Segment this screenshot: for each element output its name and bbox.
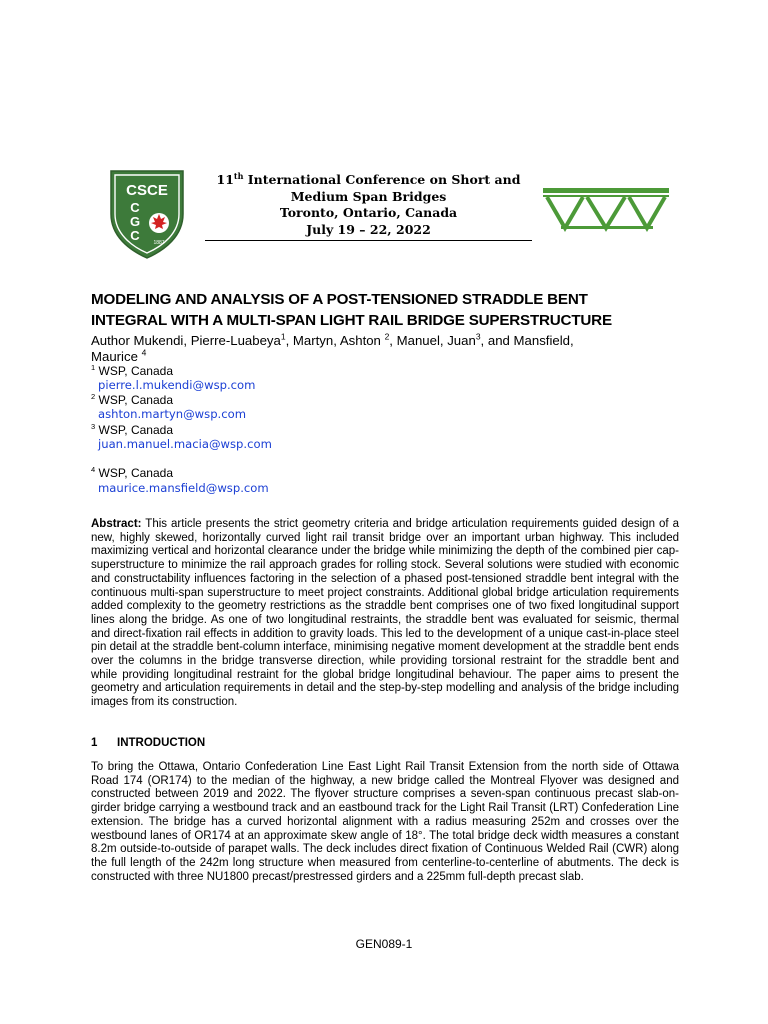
title-line-1: MODELING AND ANALYSIS OF A POST-TENSIONED STRADDLE BENT <box>91 291 588 308</box>
logo-year: 1887 <box>153 240 165 246</box>
affiliation-3: $^3$ WSP, Canada <box>91 422 173 437</box>
conference-dates: July 19 – 22, 2022 <box>306 221 431 237</box>
affiliation-2: $^2$ WSP, Canada <box>91 392 173 407</box>
section-heading-introduction: 1 INTRODUCTION <box>91 737 206 749</box>
paper-title <box>91 289 691 331</box>
csce-logo <box>107 168 187 260</box>
conference-header <box>205 172 532 238</box>
email-link-4[interactable]: maurice.mansfield@wsp.com <box>98 481 269 495</box>
author-list: Author Mukendi, Pierre-Luabeya$^1$, Martyn, Ashton $^2$, Manuel, Juan$^3$, and Mansfield, Maurice $^4$ <box>91 331 574 364</box>
logo-csce-text: CSCE <box>126 182 168 199</box>
bridge-logo-icon <box>543 186 669 232</box>
maple-leaf-icon <box>149 213 169 233</box>
logo-letter-g: G <box>129 214 141 229</box>
conference-line-1: 11th International Conference on Short and <box>216 170 521 187</box>
email-link-2[interactable]: ashton.martyn@wsp.com <box>98 407 247 421</box>
logo-letter-c1: C <box>130 200 140 215</box>
conference-location: Toronto, Ontario, Canada <box>279 205 458 220</box>
logo-letter-c2: C <box>130 228 140 243</box>
page-footer-id: GEN089-1 <box>355 937 413 951</box>
email-link-3[interactable]: juan.manuel.macia@wsp.com <box>98 437 272 451</box>
introduction-paragraph: To bring the Ottawa, Ontario Confederation Line East Light Rail Transit Extension from the north side of Ottawa Road 174 (OR174) to the median of the highway, a new bridge called the Montreal Flyover was designed and constructed between 2019 and 2022. The flyover structure comprises a seven-span continuous precast slab-on-girder bridge carrying a westbound track and an eastbound track for the Light Rail Transit (LRT) Confederation Line extension. The bridge has a curved horizontal alignment with a radius measuring 252m and crosses over the westbound lanes of OR174 at an approximate skew angle of 18°. The total bridge deck width measures a constant 8.2m outside-to-outside of parapet walls. The deck includes direct fixation of Continuous Welded Rail (CWR) along the full length of the 242m long structure when measured from centerline-to-centerline of abutments. The deck is constructed with three NU1800 precast/prestressed girders and a 225mm full-depth precast slab. <box>91 761 679 883</box>
title-line-2: INTEGRAL WITH A MULTI-SPAN LIGHT RAIL BRIDGE SUPERSTRUCTURE <box>91 312 612 329</box>
abstract-label: Abstract: <box>91 518 142 530</box>
affiliation-4: $^4$ WSP, Canada <box>91 465 173 480</box>
affiliation-1: $^1$ WSP, Canada <box>91 363 173 378</box>
abstract-text: This article presents the strict geometry criteria and bridge articulation requirements guided design of a new, highly skewed, horizontally curved light rail transit bridge over an important urban highway. This included maximizing vertical and horizontal clearance under the bridge while minimizing the depth of the combined pier cap-superstructure to minimize the rail approach grades for rolling stock. Several solutions were studied with economic and constructability influences factoring in the selection of a phased post-tensioned straddle bent integral with the continuous multi-span superstructure to meet project constraints. Additional global bridge articulation requirements added complexity to the geometry restrictions as the straddle bent comprises one of two fixed longitudinal support lines along the bridge. As one of two longitudinal restraints, the straddle bent was evaluated for seismic, thermal and direct-fixation rail effects in addition to gravity loads. This led to the development of a unique cast-in-place steel pin detail at the straddle bent-column interface, minimising negative moment development at the straddle bent ends over the columns in the bridge transverse direction, while providing torsional restraint for the straddle bent and while providing longitudinal restraint for the global bridge longitudinal behaviour. The paper aims to present the geometry and articulation requirements in detail and the step-by-step modelling and analysis of the bridge including images from its construction. <box>91 518 679 709</box>
conference-line-2: Medium Span Bridges <box>290 188 447 204</box>
email-link-1[interactable]: pierre.l.mukendi@wsp.com <box>98 378 256 392</box>
abstract-paragraph <box>91 518 679 710</box>
header-rule <box>205 240 532 241</box>
